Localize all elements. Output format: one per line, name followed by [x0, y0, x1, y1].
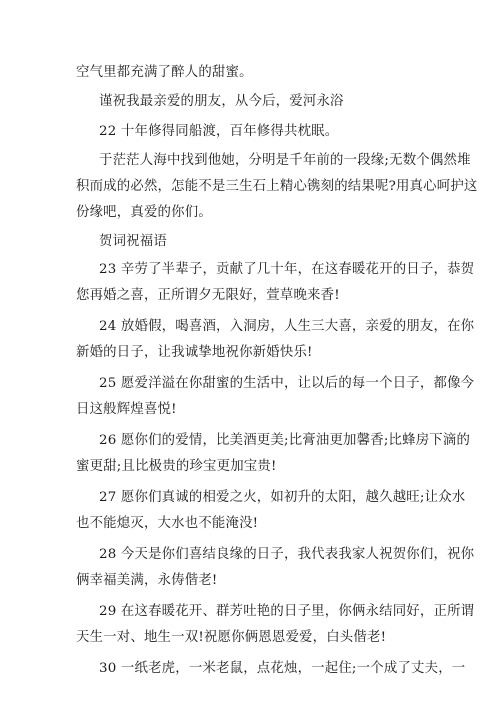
text-line: 日这般辉煌喜悦!	[76, 402, 177, 417]
text-line: 份缘吧，真爱的你们。	[76, 205, 212, 220]
text-line: 俩幸福美满，永俦偕老!	[76, 573, 218, 588]
text-line: 空气里都充满了醉人的甜蜜。	[76, 65, 253, 80]
text-line: 于茫茫人海中找到他她，分明是千年前的一段缘;无数个偶然堆	[99, 153, 471, 168]
text-line: 也不能熄灭，大水也不能淹没!	[76, 516, 259, 531]
text-line: 天生一对、地生一双!祝愿你俩恩恩爱爱，白头偕老!	[76, 630, 387, 645]
text-line: 28 今天是你们喜结良缘的日子，我代表我家人祝贺你们，祝你	[99, 547, 475, 562]
text-line: 27 愿你们真诚的相爱之火，如初升的太阳，越久越旺;让众水	[99, 490, 466, 505]
text-line: 积而成的必然，怎能不是三生石上精心镌刻的结果呢?用真心呵护这	[76, 179, 478, 194]
text-line: 谨祝我最亲爱的朋友，从今后，爱河永浴	[99, 94, 344, 109]
text-line: 29 在这春暖花开、群芳吐艳的日子里，你俩永结同好，正所谓	[99, 604, 475, 619]
text-line: 23 辛劳了半辈子，贡献了几十年，在这春暖花开的日子，恭贺	[99, 262, 475, 277]
text-line: 30 一纸老虎，一米老鼠，点花烛，一起住;一个成了丈夫，一	[99, 661, 466, 676]
text-line: 25 愿爱洋溢在你甜蜜的生活中，让以后的每一个日子，都像今	[99, 376, 475, 391]
text-line: 22 十年修得同船渡，百年修得共枕眠。	[99, 124, 339, 139]
text-line: 新婚的日子，让我诚挚地祝你新婚快乐!	[76, 345, 313, 360]
text-line: 蜜更甜;且比极贵的珍宝更加宝贵!	[76, 459, 277, 474]
text-line: 26 愿你们的爱情，比美酒更美;比膏油更加馨香;比蜂房下滴的	[99, 433, 471, 448]
section-heading: 贺词祝福语	[99, 234, 167, 249]
text-line: 24 放婚假，喝喜酒，入洞房，人生三大喜，亲爱的朋友，在你	[99, 319, 475, 334]
text-line: 您再婚之喜，正所谓夕无限好，萱草晚来香!	[76, 288, 340, 303]
